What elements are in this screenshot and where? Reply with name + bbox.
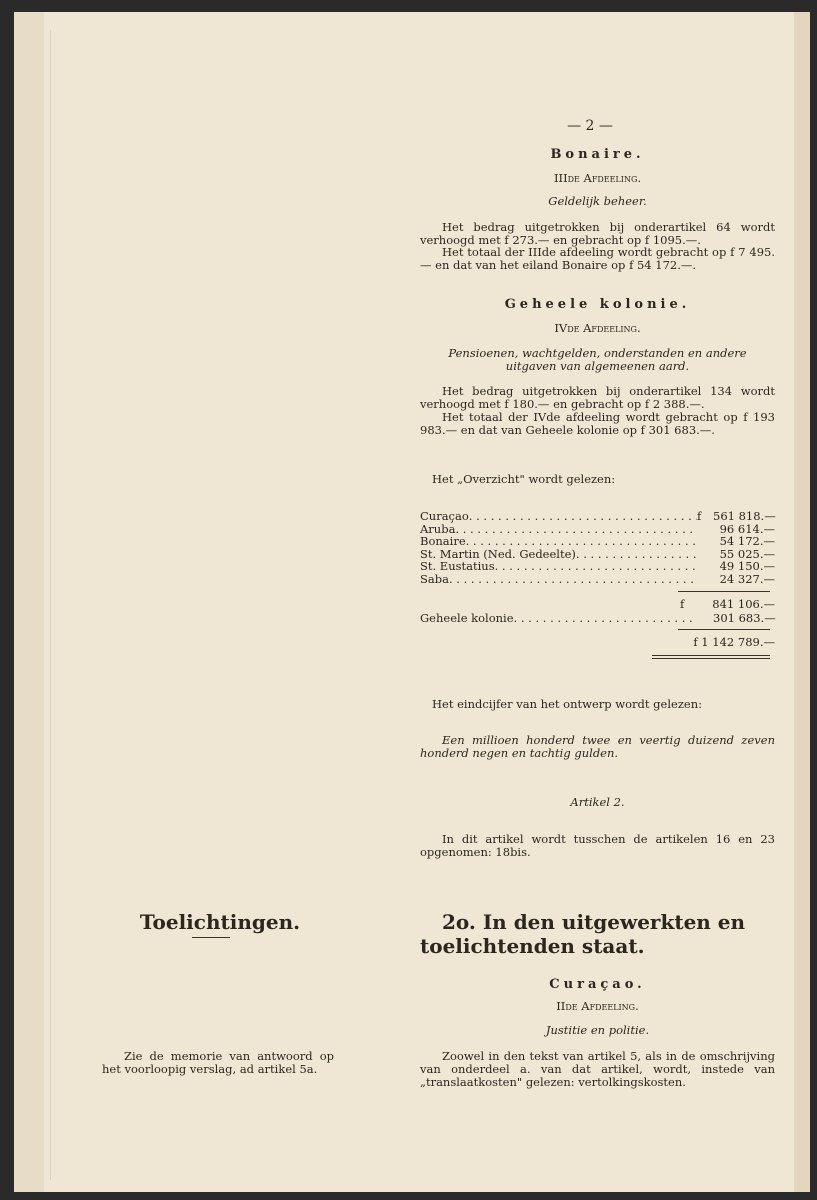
- overzicht-row-amount: 24 327.—: [719, 571, 775, 586]
- section-2o-sub: Curaçao.: [549, 977, 646, 992]
- toelichtingen-rule: [192, 937, 230, 938]
- bonaire-subtitle: Geldelijk beheer.: [548, 194, 647, 208]
- total-double-rule-2: [652, 658, 770, 659]
- overzicht-row-currency: [697, 548, 713, 561]
- subtotal-rule: [678, 591, 770, 592]
- total-rule: [678, 629, 770, 630]
- leader-dots: [469, 510, 697, 523]
- bonaire-para-1: Het bedrag uitgetrokken bij onderartikel 64 wordt verhoogd met f 273.— en gebracht op f 1095.—.: [420, 220, 775, 247]
- section-2o-text: Zoowel in den tekst van artikel 5, als in de omschrijving van onderdeel a. van dat artikel, wordt, instede van „translaatkosten" gelezen: vertolkingskosten.: [420, 1049, 775, 1089]
- kolonie-para-1: Het bedrag uitgetrokken bij onderartikel 134 wordt verhoogd met f 180.— en gebracht op f 2 388.—.: [420, 384, 775, 411]
- eindcijfer-text: Een millioen honderd twee en veertig duizend zeven honderd negen en tachtig gulden.: [420, 733, 775, 760]
- overzicht-row-name: St. Martin (Ned. Gedeelte): [420, 546, 576, 561]
- subtotal-amount: 841 106.—: [712, 597, 775, 611]
- toelichtingen-heading: Toelichtingen.: [139, 910, 301, 934]
- overzicht-intro: Het „Overzicht" wordt gelezen:: [432, 472, 616, 486]
- overzicht-row-currency: [697, 535, 713, 548]
- artikel2-heading: Artikel 2.: [570, 795, 625, 809]
- overzicht-row-name: Saba: [420, 571, 449, 586]
- leader-dots: [514, 612, 697, 625]
- overzicht-row: [420, 535, 775, 548]
- page-number: — 2 —: [567, 118, 613, 134]
- kolonie-row-label: Geheele kolonie: [420, 611, 514, 625]
- overzicht-row-name: St. Eustatius: [420, 559, 495, 573]
- overzicht-row-currency: [697, 523, 713, 536]
- kolonie-row: [420, 612, 775, 625]
- overzicht-row-name: Curaçao: [420, 509, 469, 523]
- kolonie-subtitle: Pensioenen, wachtgelden, onderstanden en andere uitgaven van algemeenen aard.: [448, 346, 747, 373]
- overzicht-row: [420, 510, 775, 523]
- leader-dots: [466, 535, 697, 548]
- bonaire-heading: Bonaire.: [550, 147, 645, 162]
- kolonie-row-amount: 301 683.—: [713, 611, 776, 625]
- page-right-edge: [794, 12, 810, 1192]
- overzicht-row-name: Aruba: [420, 521, 456, 536]
- leader-dots: [455, 523, 697, 536]
- leader-dots: [449, 573, 697, 586]
- kolonie-heading: Geheele kolonie.: [504, 297, 691, 312]
- kolonie-afdeeling: IVde Afdeeling.: [554, 321, 641, 335]
- subtotal-currency: f: [680, 597, 685, 611]
- kolonie-para-2: Het totaal der IVde afdeeling wordt gebracht op f 193 983.— en dat van Geheele kolonie op f 301 683.—.: [420, 410, 775, 437]
- overzicht-row-amount: 54 172.—: [719, 534, 775, 548]
- section-2o-afdeeling: IIde Afdeeling.: [556, 999, 639, 1013]
- page-fold: [50, 30, 51, 1180]
- eindcijfer-intro: Het eindcijfer van het ontwerp wordt gelezen:: [432, 697, 702, 711]
- total-amount: f 1 142 789.—: [693, 635, 775, 649]
- page-left-edge: [14, 12, 44, 1192]
- overzicht-row-name: Bonaire: [420, 534, 466, 548]
- overzicht-row-amount: 55 025.—: [719, 546, 775, 561]
- overzicht-row: [420, 573, 775, 586]
- bonaire-para-2: Het totaal der IIIde afdeeling wordt gebracht op f 7 495.— en dat van het eiland Bonaire op f 54 172.—.: [420, 245, 775, 272]
- leader-dots: [495, 560, 697, 573]
- overzicht-row-currency: [697, 573, 713, 586]
- bonaire-afdeeling: IIIde Afdeeling.: [553, 171, 641, 185]
- overzicht-row-amount: 49 150.—: [719, 559, 775, 573]
- overzicht-table: [420, 510, 775, 585]
- toelichtingen-text: Zie de memorie van antwoord op het voorloopig verslag, ad artikel 5a.: [102, 1049, 334, 1076]
- overzicht-row-currency: [697, 560, 713, 573]
- overzicht-row-amount: 96 614.—: [719, 521, 775, 536]
- leader-dots: [576, 548, 697, 561]
- overzicht-row-currency: f: [697, 509, 702, 523]
- overzicht-row-amount: 561 818.—: [713, 509, 776, 523]
- total-double-rule-1: [652, 655, 770, 656]
- spacer: [697, 612, 713, 625]
- section-2o-heading: 2o. In den uitgewerkten en toelichtenden staat.: [420, 910, 746, 958]
- subtotal-row: [680, 598, 775, 611]
- section-2o-subtitle: Justitie en politie.: [545, 1023, 650, 1037]
- total-row: [680, 636, 775, 649]
- overzicht-row: [420, 560, 775, 573]
- artikel2-text: In dit artikel wordt tusschen de artikelen 16 en 23 opgenomen: 18bis.: [420, 832, 775, 859]
